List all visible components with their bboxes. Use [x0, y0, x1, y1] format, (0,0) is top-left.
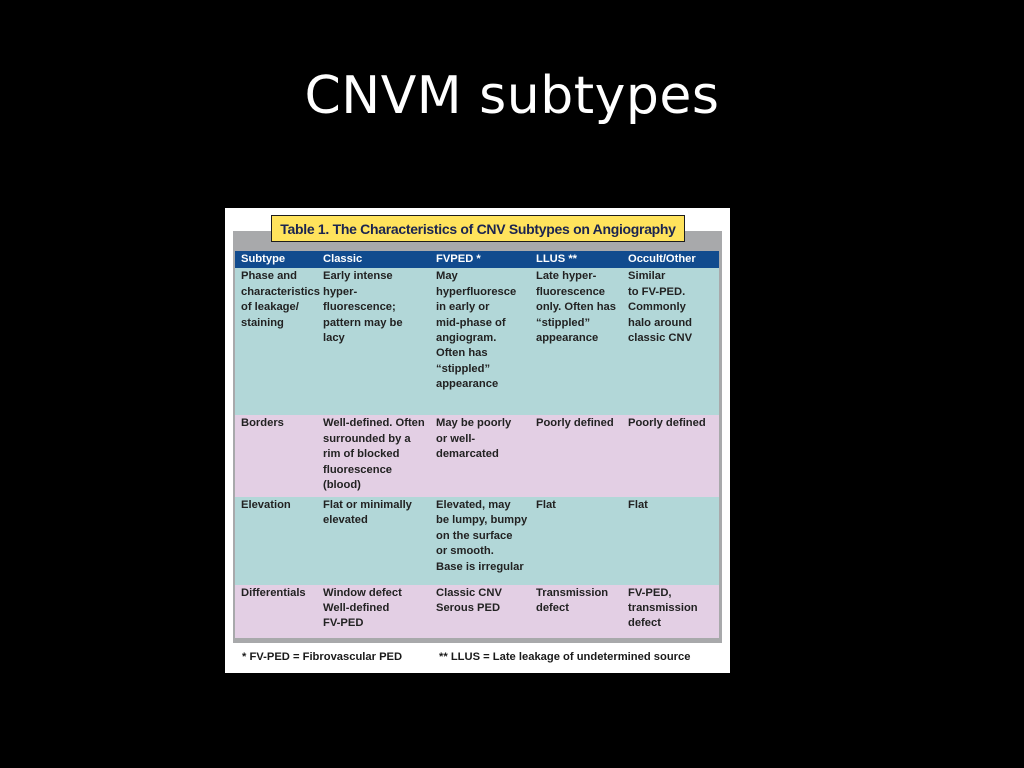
table-cell: Well-defined. Often surrounded by a rim of blocked fluorescence (blood)	[317, 415, 430, 497]
table-cell: Poorly defined	[622, 415, 719, 497]
header-cell: Subtype	[235, 251, 317, 268]
row-label-cell: Borders	[235, 415, 317, 497]
table-cell: Window defect Well-defined FV-PED	[317, 585, 430, 638]
table-cell: Transmission defect	[530, 585, 622, 638]
header-cell: LLUS **	[530, 251, 622, 268]
slide-title: CNVM subtypes	[304, 66, 720, 126]
table-cell: Classic CNV Serous PED	[430, 585, 530, 638]
table-cell: Late hyper- fluorescence only. Often has “stippled” appearance	[530, 268, 622, 415]
row-label-cell: Phase and characteristics of leakage/ staining	[235, 268, 317, 415]
table-cell: Early intense hyper- fluorescence; pattern may be lacy	[317, 268, 430, 415]
header-cell: Classic	[317, 251, 430, 268]
table-cell: Flat	[622, 497, 719, 585]
table-caption: Table 1. The Characteristics of CNV Subtypes on Angiography	[271, 215, 685, 242]
table-cell: Poorly defined	[530, 415, 622, 497]
table-header-row	[235, 251, 719, 268]
table-cell: Similar to FV-PED. Commonly halo around classic CNV	[622, 268, 719, 415]
table-row	[235, 585, 719, 638]
table-cell: Elevated, may be lumpy, bumpy on the surface or smooth. Base is irregular	[430, 497, 530, 585]
header-cell: FVPED *	[430, 251, 530, 268]
table-row	[235, 415, 719, 497]
table-cell: May be poorly or well- demarcated	[430, 415, 530, 497]
table-cell: Flat or minimally elevated	[317, 497, 430, 585]
table-footnotes	[242, 651, 722, 667]
row-label-cell: Differentials	[235, 585, 317, 638]
table-figure	[225, 208, 730, 673]
table-cell: May hyperfluoresce in early or mid-phase of angiogram. Often has “stippled” appearance	[430, 268, 530, 415]
cnv-subtypes-table	[235, 251, 719, 638]
footnote-fvped: * FV-PED = Fibrovascular PED	[242, 651, 403, 663]
footnote-llus: ** LLUS = Late leakage of undetermined source	[439, 651, 691, 663]
header-cell: Occult/Other	[622, 251, 719, 268]
row-label-cell: Elevation	[235, 497, 317, 585]
table-cell: Flat	[530, 497, 622, 585]
table-row	[235, 268, 719, 415]
table-cell: FV-PED, transmission defect	[622, 585, 719, 638]
table-row	[235, 497, 719, 585]
